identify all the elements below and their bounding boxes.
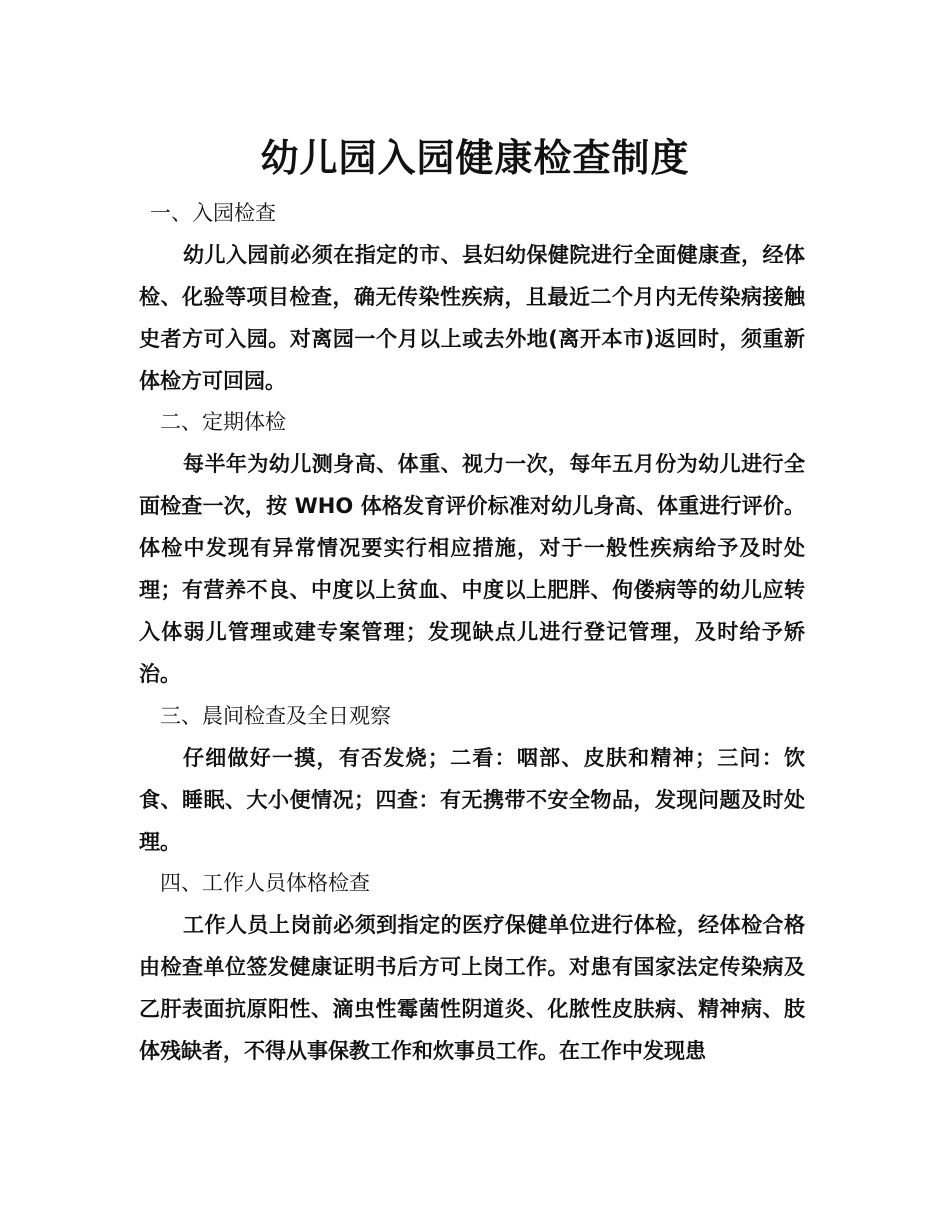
section-body-3: 仔细做好一摸，有否发烧；二看：咽部、皮肤和精神；三问：饮食、睡眠、大小便情况；四查：有无携带不安全物品，发现问题及时处理。 [139,746,805,854]
section-body-2: 每半年为幼儿测身高、体重、视力一次，每年五月份为幼儿进行全面检查一次，按 WHO 体格发育评价标准对幼儿身高、体重进行评价。体检中发现有异常情况要实行相应措施，对于一般性疾病给予及时处理；有营养不良、中度以上贫血、中度以上肥胖、佝偻病等的幼儿应转入体弱儿管理或建专案管理；发现缺点儿进行登记管理，及时给予矫治。 [139,452,805,686]
section-heading-1: 一、入园检查 [150,201,276,225]
section-heading-4: 四、工作人员体格检查 [160,871,370,895]
section-body-4: 工作人员上岗前必须到指定的医疗保健单位进行体检，经体检合格由检查单位签发健康证明书后方可上岗工作。对患有国家法定传染病及乙肝表面抗原阳性、滴虫性霉菌性阴道炎、化脓性皮肤病、精神病、肢体残缺者，不得从事保教工作和炊事员工作。在工作中发现患 [139,913,805,1063]
section-body-1: 幼儿入园前必须在指定的市、县妇幼保健院进行全面健康查，经体检、化验等项目检查，确无传染性疾病，且最近二个月内无传染病接触史者方可入园。对离园一个月以上或去外地(离开本市)返回时，须重新体检方可回园。 [139,243,805,393]
document-title: 幼儿园入园健康检查制度 [260,136,690,180]
section-heading-3: 三、晨间检查及全日观察 [160,704,391,728]
section-heading-2: 二、定期体检 [160,410,286,434]
